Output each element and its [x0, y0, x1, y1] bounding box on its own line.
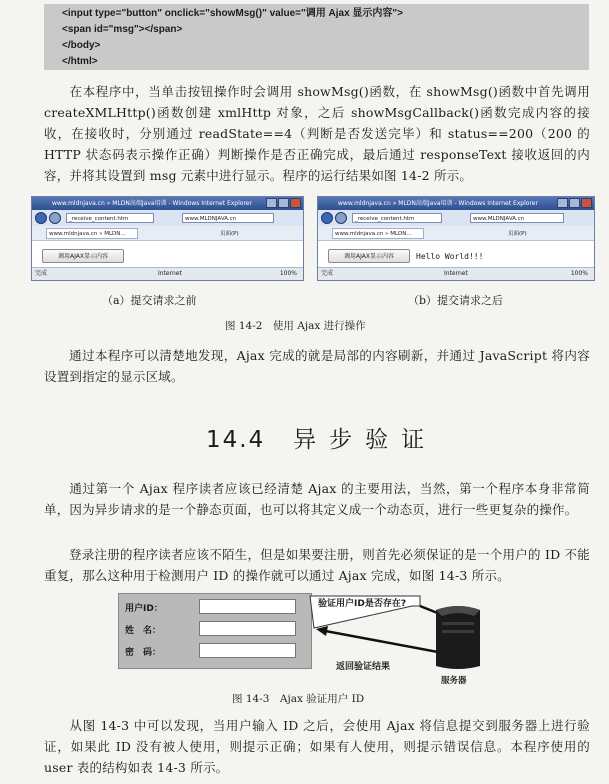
msg-span: Hello World!!!: [416, 252, 484, 261]
subcaption-a: （a）提交请求之前: [102, 294, 197, 307]
paragraph-4: 登录注册的程序读者应该不陌生，但是如果要注册，则首先必须保证的是一个用户的 ID 不能重复，那么这种用于检测用户 ID 的操作就可以通过 Ajax 完成，如图 14-3 所示。: [44, 547, 590, 583]
tab-current[interactable]: www.mldnjava.cn » MLDN...: [332, 228, 424, 239]
maximize-icon[interactable]: [569, 198, 580, 208]
close-icon[interactable]: [581, 198, 592, 208]
user-id-field[interactable]: [199, 599, 296, 614]
subcaption-b: （b）提交请求之后: [408, 294, 504, 307]
internet-zone-label: Internet: [444, 270, 468, 277]
password-label: 密 码：: [125, 648, 162, 658]
code-line: <input type="button" onclick="showMsg()" value="调用 Ajax 显示内容">: [62, 8, 403, 19]
section-title: 异步验证: [293, 427, 438, 453]
server-label: 服务器: [441, 676, 467, 686]
name-label: 姓 名：: [125, 626, 162, 636]
forward-icon[interactable]: [49, 212, 61, 224]
back-icon[interactable]: [35, 212, 47, 224]
paragraph-2: 通过本程序可以清楚地发现，Ajax 完成的就是局部的内容刷新，并通过 JavaScript 将内容设置到指定的显示区域。: [44, 348, 590, 384]
url-input[interactable]: _receive_content.htm: [352, 213, 442, 223]
minimize-icon[interactable]: [266, 198, 277, 208]
response-label: 返回验证结果: [336, 662, 391, 672]
figure-caption-14-3: 图 14-3 Ajax 验证用户 ID: [232, 693, 365, 705]
browser-titlebar: www.mldnjava.cn » MLDN高端Java培训 - Windows Internet Explorer: [318, 197, 594, 210]
address-bar: [318, 210, 594, 226]
show-ajax-button[interactable]: 调用AJAX显示内容: [328, 249, 410, 263]
status-bar: 完成 Internet 100%: [32, 267, 303, 280]
tab-current[interactable]: www.mldnjava.cn » MLDN...: [46, 228, 138, 239]
zoom-level[interactable]: 100%: [570, 270, 588, 277]
address-bar: [32, 210, 303, 226]
url-input[interactable]: _receive_content.htm: [66, 213, 154, 223]
close-icon[interactable]: [290, 198, 301, 208]
page-menu[interactable]: 页面(P): [220, 231, 239, 237]
maximize-icon[interactable]: [278, 198, 289, 208]
tab-bar: [318, 226, 594, 241]
show-ajax-button[interactable]: 调用AJAX显示内容: [42, 249, 124, 263]
tab-bar: [32, 226, 303, 241]
request-label: 验证用户ID是否存在?: [318, 599, 407, 609]
search-input[interactable]: www.MLDNJAVA.cn: [470, 213, 564, 223]
paragraph-5: 从图 14-3 中可以发现，当用户输入 ID 之后，会使用 Ajax 将信息提交到服务器上进行验证，如果此 ID 没有被人使用，则提示正确；如果有人使用，则提示错误信息。本程序使用的 user 表的结构如表 14-3 所示。: [44, 718, 590, 775]
code-block: [44, 4, 589, 70]
register-form-panel: [118, 593, 312, 669]
browser-window-after: [317, 196, 595, 281]
browser-window-before: [31, 196, 304, 281]
back-icon[interactable]: [321, 212, 333, 224]
server-icon: [428, 600, 488, 672]
paragraph-3: 通过第一个 Ajax 程序读者应该已经清楚 Ajax 的主要用法，当然，第一个程序本身非常简单，因为异步请求的是一个静态页面，也可以将其定义成一个动态页，进行一些更复杂的操作。: [44, 481, 590, 517]
code-line: <span id="msg"></span>: [62, 24, 183, 35]
zoom-level[interactable]: 100%: [279, 270, 297, 277]
code-line: </html>: [62, 56, 98, 67]
password-field[interactable]: [199, 643, 296, 658]
figure-caption-14-2: 图 14-2 使用 Ajax 进行操作: [225, 320, 366, 332]
browser-titlebar: www.mldnjava.cn » MLDN高端Java培训 - Windows Internet Explorer: [32, 197, 303, 210]
section-heading: [206, 421, 437, 454]
search-input[interactable]: www.MLDNJAVA.cn: [182, 213, 274, 223]
name-field[interactable]: [199, 621, 296, 636]
section-number: 14.4: [206, 427, 266, 453]
forward-icon[interactable]: [335, 212, 347, 224]
internet-zone-label: Internet: [158, 270, 182, 277]
user-id-label: 用户ID：: [125, 604, 163, 614]
status-bar: 完成 Internet 100%: [318, 267, 594, 280]
minimize-icon[interactable]: [557, 198, 568, 208]
code-line: </body>: [62, 40, 101, 51]
paragraph-1: 在本程序中，当单击按钮操作时会调用 showMsg()函数，在 showMsg()函数中首先调用 createXMLHttp()函数创建 xmlHttp 对象，之后 showMsgCallback()函数完成内容的接收，在接收时，分别通过 readState==4（判断是否发送完毕）和 status==200（200 的 HTTP 状态码表示操作正确）判断操作是否正确完成，最后通过 responseText 接收返回的内容，并将其设置到 msg 元素中进行显示。程序的运行结果如图 14-2 所示。: [44, 84, 590, 183]
page-menu[interactable]: 页面(P): [508, 231, 527, 237]
